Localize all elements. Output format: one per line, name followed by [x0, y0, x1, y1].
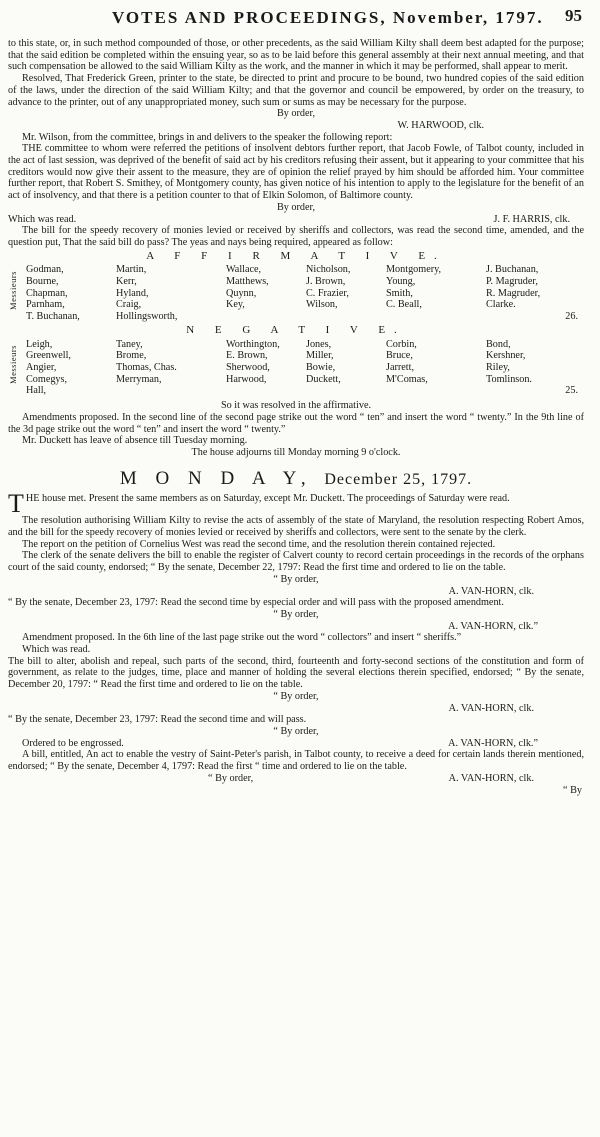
signature-harris — [8, 214, 584, 226]
para-wilson-report: Mr. Wilson, from the committee, brings in and delivers to the speaker the following report: — [22, 131, 393, 143]
which-was-read-2: Which was read. — [22, 644, 91, 656]
signature-vanhorn-5-text: A. VAN-HORN, clk. — [448, 773, 534, 785]
negative-member-name: Jones, — [306, 338, 332, 350]
affirmative-names — [8, 264, 584, 323]
monday-day: M O N D A Y, — [119, 467, 313, 489]
affirmative-column — [26, 264, 116, 323]
para-kilty-edition: to this state, or, in such method compounded of those, or other precedents, as the said William Kilty shall deem best adapted for the purpose; that the said edition be completed within the ensuing year, so as to be laid before this general assembly at their next annual meeting, and that such compensation be allowed to the said William Kilty as the work, and the manner in which it may be performed, shall appear to merit. — [8, 38, 584, 73]
by-order-5: “ By order, — [273, 690, 319, 702]
negative-count: 25. — [565, 385, 578, 397]
negative-member-name: Corbin, — [386, 338, 417, 350]
affirmative-member-name: Hollingsworth, — [116, 311, 178, 323]
negative-side-label: Messieurs — [8, 344, 18, 384]
negative-member-name: Duckett, — [306, 373, 341, 385]
para-calvert-bill: The clerk of the senate delivers the bill to enable the register of Calvert county to record certain proceedings in the records of the orphans court of the said county, endorsed; “ By the senate, December 22, 1797: Read the first time and ordered to lie on the table. — [8, 550, 584, 574]
page-header — [8, 8, 584, 38]
monday-date: December 25, 1797. — [324, 470, 473, 488]
signature-harris-text: J. F. HARRIS, clk. — [493, 213, 570, 225]
by-order-4: “ By order, — [273, 608, 319, 620]
negative-member-name: E. Brown, — [226, 350, 268, 362]
affirmative-member-name: Godman, — [26, 264, 64, 276]
negative-column — [486, 339, 566, 398]
para-house-met-text: HE house met. Present the same members as on Saturday, except Mr. Duckett. The proceedings of Saturday were read. — [25, 493, 510, 505]
para-saint-peters-bill: A bill, entitled, An act to enable the vestry of Saint-Peter's parish, in Talbot county, to receive a deed for certain lands therein mentioned, endorsed; “ By the senate, December 4, 1797: Read the first “ time and ordered to lie on the table. — [8, 749, 584, 773]
negative-member-name: Angier, — [26, 361, 57, 373]
affirmative-member-name: P. Magruder, — [486, 276, 538, 288]
negative-member-name: Brome, — [116, 350, 147, 362]
page-number: 95 — [565, 6, 582, 25]
negative-member-name: Jarrett, — [386, 361, 415, 373]
affirmative-column — [116, 264, 226, 323]
affirmative-member-name: R. Magruder, — [486, 287, 541, 299]
ordered-engrossed: Ordered to be engrossed. — [22, 737, 124, 749]
which-was-read-1: Which was read. — [8, 213, 77, 225]
negative-member-name: Bowie, — [306, 361, 336, 373]
affirmative-member-name: Martin, — [116, 264, 147, 276]
affirmative-member-name: Parnham, — [26, 299, 65, 311]
negative-member-name: Hall, — [26, 385, 47, 397]
para-house-met — [8, 489, 584, 519]
signature-harwood-text: W. HARWOOD, clk. — [397, 119, 484, 131]
negative-column — [116, 339, 226, 398]
para-amendment-collectors: Amendment proposed. In the 6th line of the last page strike out the word “ collectors” and insert “ sheriffs.” — [22, 632, 462, 644]
negative-member-name: Worthington, — [226, 338, 280, 350]
negative-names — [8, 339, 584, 398]
affirmative-member-name: Bourne, — [26, 276, 59, 288]
negative-column — [26, 339, 116, 398]
affirmative-member-name: C. Frazier, — [306, 287, 349, 299]
negative-member-name: Bruce, — [386, 350, 413, 362]
negative-column — [386, 339, 486, 398]
affirmative-side-label: Messieurs — [8, 270, 18, 310]
para-committee-report: THE committee to whom were referred the petitions of insolvent debtors further report, that Jacob Fowle, of Talbot county, included in the act of last session, was deprived of the benefit of said act by his creditors refusing their assent, but it appearing to your committee that his creditors would now give their assent to the measure, they are of opinion the relief prayed by him should be afforded him. Your committee further report, that Robert S. Smithey, of Montgomery county, has given notice of his intention to apply to the legislature for the benefit of an act of insolvency, and that there is a petition counter to that of Elkin Solomon, of Baltimore county. — [8, 143, 584, 202]
affirmative-column — [306, 264, 386, 323]
signature-harwood — [8, 120, 584, 132]
by-order-3: “ By order, — [273, 573, 319, 585]
negative-member-name: Tomlinson. — [486, 373, 532, 385]
affirmative-member-name: Hyland, — [116, 287, 149, 299]
negative-member-name: Merryman, — [116, 373, 162, 385]
affirmative-member-name: Clarke. — [486, 299, 516, 311]
signature-vanhorn-3 — [8, 703, 584, 715]
affirmative-count: 26. — [565, 311, 578, 323]
para-resolved-green: Resolved, That Frederick Green, printer to the state, be directed to print and procure to be bound, two hundred copies of the said edition of the laws, under the direction of the said William Kilty; and that the governor and council be empowered, by order on the treasury, to advance to the printer, out of any unappropriated money, such sum or sums as may be necessary for the purpose. — [8, 73, 584, 108]
negative-member-name: Thomas, Chas. — [116, 361, 177, 373]
signature-vanhorn-4-text: A. VAN-HORN, clk.” — [448, 737, 538, 749]
negative-member-name: Greenwell, — [26, 350, 71, 362]
negative-member-name: Leigh, — [26, 338, 53, 350]
para-speedy-recovery-bill: The bill for the speedy recovery of monies levied or received by sheriffs and collectors, was read the second time, amended, and the question put, That the said bill do pass? The yeas and nays being required, appeared as follow: — [8, 225, 584, 248]
drop-cap: T — [8, 489, 24, 519]
house-adjourns: The house adjourns till Monday morning 9 o'clock. — [191, 446, 401, 458]
catchword: “ By — [563, 785, 582, 797]
signature-vanhorn-1-text: A. VAN-HORN, clk. — [448, 585, 534, 597]
running-title: VOTES AND PROCEEDINGS, November, 1797. — [112, 8, 544, 27]
affirmative-column — [386, 264, 486, 323]
affirmative-member-name: J. Buchanan, — [486, 264, 539, 276]
signature-vanhorn-2-text: A. VAN-HORN, clk.” — [448, 620, 538, 632]
affirmative-member-name: T. Buchanan, — [26, 311, 80, 323]
affirmative-column — [226, 264, 306, 323]
negative-member-name: Kershner, — [486, 350, 526, 362]
negative-member-name: Taney, — [116, 338, 143, 350]
negative-member-name: Bond, — [486, 338, 511, 350]
affirmative-member-name: Nicholson, — [306, 264, 351, 276]
para-cornelius-west: The report on the petition of Cornelius West was read the second time, and the resolution therein contained rejected. — [22, 538, 496, 550]
by-order-1: By order, — [276, 108, 316, 120]
by-order-7: “ By order, — [208, 772, 254, 784]
negative-member-name: M'Comas, — [386, 373, 428, 385]
negative-heading: N E G A T I V E. — [186, 323, 406, 336]
negative-member-name: Sherwood, — [226, 361, 270, 373]
signature-vanhorn-5 — [8, 773, 584, 785]
negative-column — [226, 339, 306, 398]
signature-vanhorn-4 — [8, 738, 584, 750]
para-senate-dec23-calvert: “ By the senate, December 23, 1797: Read the second time by especial order and will pass with the proposed amendment. — [8, 597, 504, 609]
vote-negative — [8, 325, 584, 397]
affirmative-member-name: Key, — [226, 299, 245, 311]
affirmative-member-name: Chapman, — [26, 287, 68, 299]
affirmative-member-name: Wallace, — [226, 264, 262, 276]
affirmative-member-name: Quynn, — [226, 287, 257, 299]
para-constitution-bill: The bill to alter, abolish and repeal, such parts of the second, third, fourteenth and forty-second sections of the constitution and form of government, as relate to the judges, time, place and manner of holding the several elections therein specified, endorsed; “ By the senate, December 20, 1797: “ Read the first time and ordered to lie on the table. — [8, 655, 584, 691]
negative-column — [306, 339, 386, 398]
negative-member-name: Harwood, — [226, 373, 267, 385]
signature-vanhorn-1 — [8, 586, 584, 598]
para-amendments-ten-twenty: Amendments proposed. In the second line of the second page strike out the word “ ten” and insert the word “ twenty.” In the 9th line of the 3d page strike out the word “ ten” and insert the word “ twenty.” — [8, 411, 584, 435]
resolved-affirmative: So it was resolved in the affirmative. — [220, 400, 372, 412]
affirmative-member-name: Craig, — [116, 299, 142, 311]
by-order-2: By order, — [276, 201, 316, 213]
affirmative-heading: A F F I R M A T I V E. — [146, 249, 446, 262]
by-order-6: “ By order, — [273, 725, 319, 737]
para-resolution-kilty-sent: The resolution authorising William Kilty to revise the acts of assembly of the state of Maryland, the resolution respecting Robert Amos, and the bill for the speedy recovery of monies levied or received by sheriffs and collectors, were sent to the senate by the clerk. — [8, 515, 584, 539]
negative-member-name: Riley, — [486, 361, 510, 373]
affirmative-member-name: J. Brown, — [306, 276, 346, 288]
affirmative-member-name: C. Beall, — [386, 299, 422, 311]
negative-member-name: Comegys, — [26, 373, 68, 385]
affirmative-member-name: Kerr, — [116, 276, 137, 288]
affirmative-member-name: Montgomery, — [386, 264, 442, 276]
affirmative-member-name: Wilson, — [306, 299, 338, 311]
affirmative-member-name: Young, — [386, 276, 416, 288]
affirmative-member-name: Matthews, — [226, 276, 269, 288]
negative-member-name: Miller, — [306, 350, 334, 362]
vote-affirmative — [8, 251, 584, 323]
signature-vanhorn-3-text: A. VAN-HORN, clk. — [448, 702, 534, 714]
affirmative-member-name: Smith, — [386, 287, 413, 299]
affirmative-column — [486, 264, 566, 323]
para-duckett-leave: Mr. Duckett has leave of absence till Tuesday morning. — [22, 435, 248, 447]
section-heading-monday — [8, 467, 584, 489]
signature-vanhorn-2 — [8, 621, 584, 633]
para-senate-dec23-pass: “ By the senate, December 23, 1797: Read the second time and will pass. — [8, 714, 307, 726]
